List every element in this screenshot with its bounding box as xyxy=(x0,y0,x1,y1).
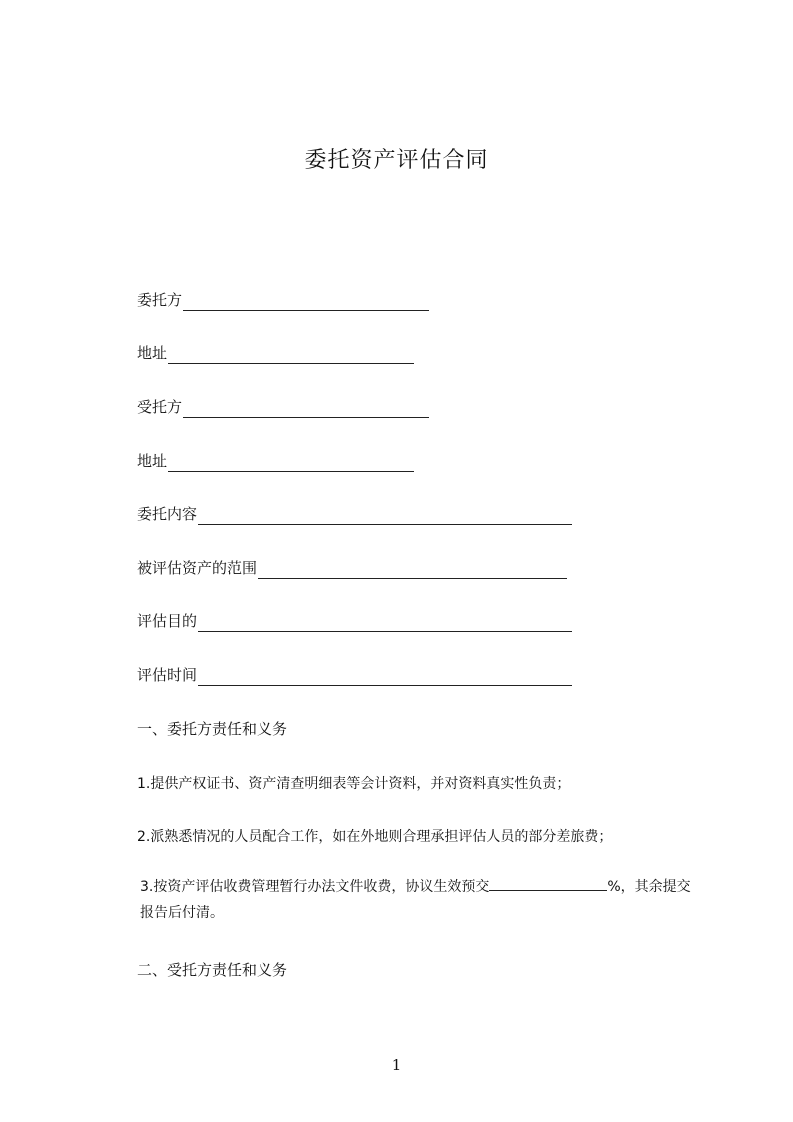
clause-text: 3.按资产评估收费管理暂行办法文件收费，协议生效预交 xyxy=(140,879,490,895)
blank-line[interactable] xyxy=(198,667,572,686)
blank-line[interactable] xyxy=(168,345,414,364)
field-asset-scope xyxy=(137,557,567,579)
page-number: 1 xyxy=(391,1056,402,1074)
field-address-2 xyxy=(137,450,414,472)
field-evaluation-time xyxy=(137,664,572,686)
field-label: 受托方 xyxy=(137,398,183,416)
blank-line[interactable] xyxy=(258,560,567,579)
field-label: 委托内容 xyxy=(137,505,198,523)
field-label: 被评估资产的范围 xyxy=(137,559,258,577)
field-evaluation-purpose xyxy=(137,610,572,632)
field-label: 评估时间 xyxy=(137,666,198,684)
field-label: 地址 xyxy=(137,344,168,362)
blank-line[interactable] xyxy=(168,453,414,472)
field-label: 评估目的 xyxy=(137,612,198,630)
clause-text: %，其余提交报告后付清。 xyxy=(140,879,691,921)
section-heading-1: 一、委托方责任和义务 xyxy=(137,720,288,738)
field-entrusted-party xyxy=(137,396,429,418)
field-label: 地址 xyxy=(137,452,168,470)
clause-1-3 xyxy=(104,874,704,926)
blank-line[interactable] xyxy=(198,613,572,632)
blank-line[interactable] xyxy=(198,506,572,525)
field-entrusting-party xyxy=(137,289,429,311)
field-address-1 xyxy=(137,342,414,364)
field-label: 委托方 xyxy=(137,291,183,309)
clause-1-2: 2.派熟悉情况的人员配合工作，如在外地则合理承担评估人员的部分差旅费； xyxy=(137,829,613,845)
blank-line[interactable] xyxy=(489,876,607,891)
document-title: 委托资产评估合同 xyxy=(304,148,489,173)
clause-1-1: 1.提供产权证书、资产清查明细表等会计资料，并对资料真实性负责； xyxy=(137,776,571,792)
section-heading-2: 二、受托方责任和义务 xyxy=(137,961,288,979)
blank-line[interactable] xyxy=(183,292,429,311)
field-entrusted-content xyxy=(137,503,572,525)
blank-line[interactable] xyxy=(183,399,429,418)
